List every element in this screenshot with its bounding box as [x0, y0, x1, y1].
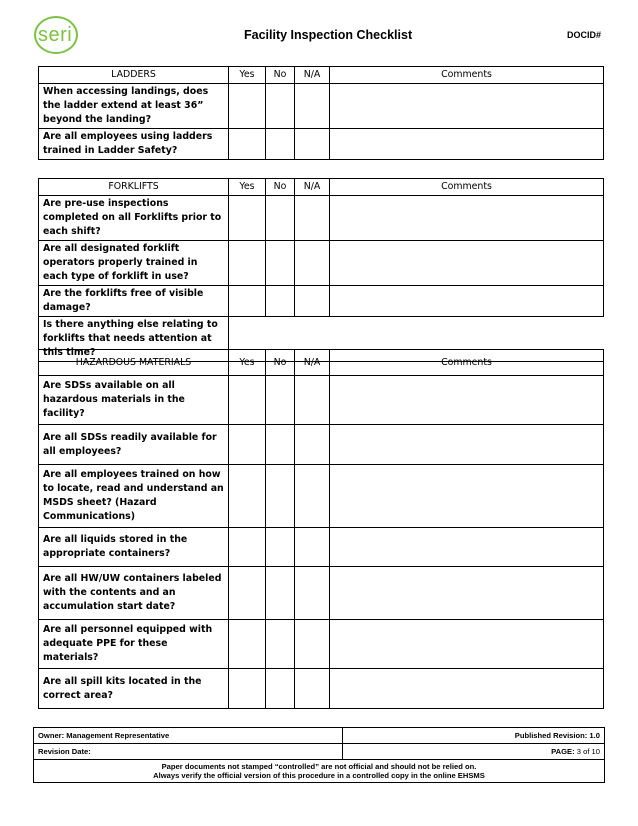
control-notice-line-1: Paper documents not stamped “controlled” are not official and should not be relied on. [161, 762, 477, 771]
table-row [39, 84, 604, 129]
table-row [39, 528, 604, 567]
no-cell[interactable] [266, 465, 295, 528]
na-cell[interactable] [295, 84, 330, 129]
section-heading: LADDERS [39, 67, 229, 84]
comments-cell[interactable] [330, 425, 604, 465]
na-cell[interactable] [295, 241, 330, 286]
no-cell[interactable] [266, 620, 295, 669]
na-column-header: N/A [295, 179, 330, 196]
question-cell: Is there anything else relating to forklifts that needs attention at this time? [39, 317, 229, 362]
question-cell: Are all personnel equipped with adequate PPE for these materials? [39, 620, 229, 669]
comments-cell[interactable] [330, 241, 604, 286]
table-row [39, 669, 604, 709]
yes-cell[interactable] [229, 528, 266, 567]
seri-logo [24, 16, 86, 56]
section-heading: FORKLIFTS [39, 179, 229, 196]
na-cell[interactable] [295, 528, 330, 567]
no-cell[interactable] [266, 286, 295, 317]
comments-column-header: Comments [330, 179, 604, 196]
question-cell: Are pre-use inspections completed on all Forklifts prior to each shift? [39, 196, 229, 241]
no-cell[interactable] [266, 129, 295, 160]
page-footer [33, 727, 605, 783]
yes-column-header: Yes [229, 350, 266, 376]
no-cell[interactable] [266, 669, 295, 709]
table-header-row [39, 179, 604, 196]
yes-cell[interactable] [229, 129, 266, 160]
question-cell: When accessing landings, does the ladder extend at least 36” beyond the landing? [39, 84, 229, 129]
table-row [39, 196, 604, 241]
no-cell[interactable] [266, 567, 295, 620]
yes-cell[interactable] [229, 620, 266, 669]
na-cell[interactable] [295, 129, 330, 160]
comments-cell[interactable] [330, 669, 604, 709]
comments-cell[interactable] [330, 196, 604, 241]
question-cell: Are all HW/UW containers labeled with the contents and an accumulation start date? [39, 567, 229, 620]
table-row [39, 241, 604, 286]
question-cell: Are SDSs available on all hazardous materials in the facility? [39, 376, 229, 425]
no-column-header: No [266, 179, 295, 196]
hazardous-materials-table [38, 349, 604, 709]
yes-cell[interactable] [229, 241, 266, 286]
na-cell[interactable] [295, 425, 330, 465]
owner-label: Owner: Management Representative [34, 728, 343, 744]
no-cell[interactable] [266, 425, 295, 465]
na-column-header: N/A [295, 67, 330, 84]
na-cell[interactable] [295, 669, 330, 709]
table-row [39, 129, 604, 160]
question-cell: Are all liquids stored in the appropriate containers? [39, 528, 229, 567]
no-column-header: No [266, 350, 295, 376]
comments-column-header: Comments [330, 67, 604, 84]
footer-row [34, 760, 605, 783]
no-cell[interactable] [266, 241, 295, 286]
page-indicator [343, 744, 605, 760]
yes-column-header: Yes [229, 67, 266, 84]
question-cell: Are the forklifts free of visible damage? [39, 286, 229, 317]
control-notice-line-2: Always verify the official version of this procedure in a controlled copy in the online EHSMS [153, 771, 485, 780]
yes-cell[interactable] [229, 567, 266, 620]
document-title: Facility Inspection Checklist [244, 28, 413, 42]
section-heading: HAZARDOUS MATERIALS [39, 350, 229, 376]
table-row [39, 465, 604, 528]
question-cell: Are all SDSs readily available for all employees? [39, 425, 229, 465]
comments-cell[interactable] [330, 376, 604, 425]
comments-column-header: Comments [330, 350, 604, 376]
document-id: DOCID# [567, 30, 602, 40]
comments-cell[interactable] [330, 129, 604, 160]
question-cell: Are all employees using ladders trained in Ladder Safety? [39, 129, 229, 160]
yes-cell[interactable] [229, 376, 266, 425]
page-number: 3 of 10 [576, 747, 600, 756]
yes-cell[interactable] [229, 286, 266, 317]
question-cell: Are all employees trained on how to locate, read and understand an MSDS sheet? (Hazard Communications) [39, 465, 229, 528]
question-cell: Are all spill kits located in the correct area? [39, 669, 229, 709]
na-cell[interactable] [295, 376, 330, 425]
yes-cell[interactable] [229, 465, 266, 528]
control-notice [34, 760, 605, 783]
table-row [39, 620, 604, 669]
yes-cell[interactable] [229, 669, 266, 709]
footer-row [34, 728, 605, 744]
ladders-table [38, 66, 604, 160]
published-revision: Published Revision: 1.0 [343, 728, 605, 744]
table-row [39, 425, 604, 465]
comments-cell[interactable] [330, 465, 604, 528]
page-label: PAGE: [551, 747, 575, 756]
no-cell[interactable] [266, 528, 295, 567]
table-header-row [39, 67, 604, 84]
logo-text: seri [38, 24, 73, 46]
page-header [0, 0, 638, 70]
na-cell[interactable] [295, 196, 330, 241]
comments-cell[interactable] [330, 567, 604, 620]
na-cell[interactable] [295, 465, 330, 528]
na-cell[interactable] [295, 620, 330, 669]
na-column-header: N/A [295, 350, 330, 376]
no-cell[interactable] [266, 376, 295, 425]
no-cell[interactable] [266, 196, 295, 241]
na-cell[interactable] [295, 286, 330, 317]
yes-cell[interactable] [229, 425, 266, 465]
comments-cell[interactable] [330, 528, 604, 567]
table-row [39, 286, 604, 317]
revision-date-label: Revision Date: [34, 744, 343, 760]
table-row [39, 567, 604, 620]
forklifts-table [38, 178, 604, 362]
footer-row [34, 744, 605, 760]
comments-cell[interactable] [330, 620, 604, 669]
question-cell: Are all designated forklift operators properly trained in each type of forklift in use? [39, 241, 229, 286]
table-header-row [39, 350, 604, 376]
no-column-header: No [266, 67, 295, 84]
yes-cell[interactable] [229, 196, 266, 241]
comments-cell[interactable] [330, 286, 604, 317]
na-cell[interactable] [295, 567, 330, 620]
yes-cell[interactable] [229, 84, 266, 129]
no-cell[interactable] [266, 84, 295, 129]
table-row [39, 376, 604, 425]
yes-column-header: Yes [229, 179, 266, 196]
comments-cell[interactable] [330, 84, 604, 129]
